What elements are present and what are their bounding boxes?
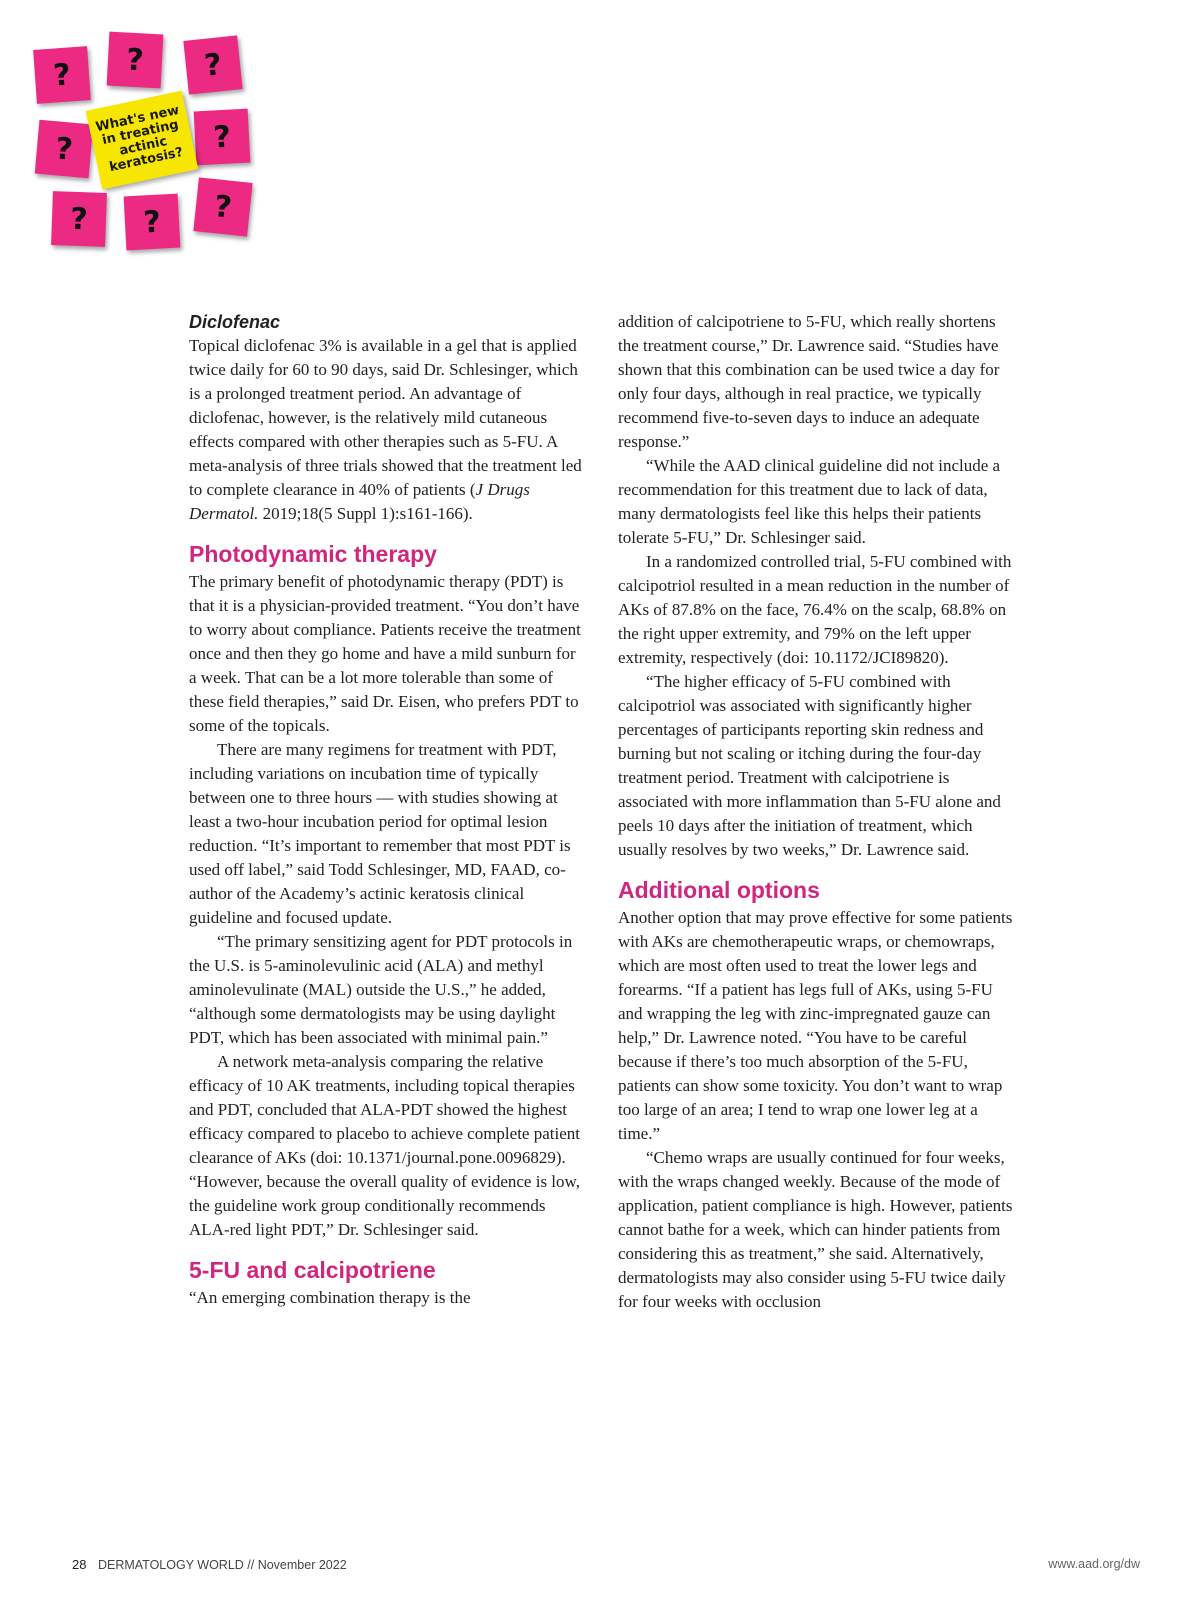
- journal-citation: J Drugs Dermatol.: [189, 480, 530, 523]
- question-note: ?: [194, 109, 251, 166]
- fu-paragraph-continued: addition of calcipotriene to 5-FU, which really shortens the treatment course,” Dr. Lawrence said. “Studies have shown that this combination can be used twice a day for only four days, although in real practice, we typically recommend five-to-seven days to induce an adequate response.”: [618, 312, 1000, 451]
- page-number: 28: [72, 1557, 87, 1572]
- callout-note: What's new in treating actinic keratosis?: [86, 91, 198, 190]
- question-note: ?: [107, 32, 164, 89]
- pdt-paragraph: “The primary sensitizing agent for PDT protocols in the U.S. is 5-aminolevulinic acid (ALA) and methyl aminolevulinate (MAL) outside the U.S.,” he added, “although some dermatologists may be using daylight PDT, which has been associated with minimal pain.”: [189, 932, 573, 1047]
- additional-options-paragraph: “Chemo wraps are usually continued for four weeks, with the wraps changed weekly. Because of the mode of application, patient compliance is high. However, patients cannot bathe for a week, which can hinder patients from considering this as treatment,” she said. Alternatively, dermatologists may also consider using 5-FU twice daily for four weeks with occlusion: [618, 1148, 1013, 1311]
- footer-url[interactable]: www.aad.org/dw: [1048, 1557, 1140, 1571]
- diclofenac-heading: Diclofenac: [189, 312, 281, 332]
- fu-paragraph: “The higher efficacy of 5-FU combined with calcipotriol was associated with significantly higher percentages of participants reporting skin redness and burning but not scaling or itching during the four-day treatment period. Treatment with calcipotriene is associated with more inflammation than 5-FU alone and peels 10 days after the initiation of treatment, which usually resolves by two weeks,” Dr. Lawrence said.: [618, 672, 1001, 859]
- fu-paragraph: “While the AAD clinical guideline did not include a recommendation for this treatment due to lack of data, many dermatologists feel like this helps their patients tolerate 5-FU,” Dr. Schlesinger said.: [618, 456, 1001, 547]
- question-note: ?: [51, 191, 107, 247]
- question-note: ?: [124, 194, 181, 251]
- fu-heading: 5-FU and calcipotriene: [189, 1257, 436, 1283]
- sticky-notes-graphic: [0, 0, 280, 280]
- pdt-heading: Photodynamic therapy: [189, 541, 437, 567]
- fu-paragraph: “An emerging combination therapy is the: [189, 1288, 471, 1307]
- fu-paragraph: In a randomized controlled trial, 5-FU combined with calcipotriol resulted in a mean reduction in the number of AKs of 87.8% on the face, 76.4% on the scalp, 68.8% on the right upper extremity, and 79% on the left upper extremity, respectively (doi: 10.1172/JCI89820).: [618, 552, 1012, 667]
- left-column: [189, 310, 587, 1310]
- publication-info: DERMATOLOGY WORLD // November 2022: [97, 1558, 347, 1572]
- paragraph-text: Topical diclofenac 3% is available in a gel that is applied twice daily for 60 to 90 days, said Dr. Schlesinger, which is a prolonged treatment period. An advantage of diclofenac, however, is the relatively mild cutaneous effects compared with other therapies such as 5-FU. A meta-analysis of three trials showed that the treatment led to complete clearance in 40% of patients (: [189, 336, 582, 499]
- pdt-paragraph: A network meta-analysis comparing the relative efficacy of 10 AK treatments, including topical therapies and PDT, concluded that ALA-PDT showed the highest efficacy compared to placebo to achieve complete patient clearance of AKs (doi: 10.1371/journal.pone.0096829). “However, because the overall quality of evidence is low, the guideline work group conditionally recommends ALA-red light PDT,” Dr. Schlesinger said.: [189, 1052, 580, 1239]
- pdt-paragraph: The primary benefit of photodynamic therapy (PDT) is that it is a physician-provided treatment. “You don’t have to worry about compliance. Patients receive the treatment once and then they go home and have a mild sunburn for a week. That can be a lot more tolerable than some of these field therapies,” said Dr. Eisen, who prefers PDT to some of the topicals.: [189, 572, 581, 735]
- right-column: [618, 310, 1018, 1314]
- question-note: ?: [193, 177, 252, 236]
- question-note: ?: [183, 35, 242, 94]
- diclofenac-paragraph: [189, 334, 587, 526]
- footer-left: [72, 1557, 347, 1572]
- pdt-paragraph: There are many regimens for treatment with PDT, including variations on incubation time of typically between one to three hours — with studies showing at least a two-hour incubation period for optimal lesion reduction. “It’s important to remember that most PDT is used off label,” said Todd Schlesinger, MD, FAAD, co-author of the Academy’s actinic keratosis clinical guideline and focused update.: [189, 740, 571, 927]
- additional-options-heading: Additional options: [618, 877, 820, 903]
- question-note: ?: [33, 46, 91, 104]
- question-note: ?: [35, 120, 94, 179]
- paragraph-text: 2019;18(5 Suppl 1):s161-166).: [258, 504, 473, 523]
- additional-options-paragraph: Another option that may prove effective for some patients with AKs are chemotherapeutic wraps, or chemowraps, which are most often used to treat the lower legs and forearms. “If a patient has legs full of AKs, using 5-FU and wrapping the leg with zinc-impregnated gauze can help,” Dr. Lawrence noted. “You have to be careful because if there’s too much absorption of the 5-FU, patients can show some toxicity. You don’t want to wrap too large of an area; I tend to wrap one lower leg at a time.”: [618, 908, 1013, 1143]
